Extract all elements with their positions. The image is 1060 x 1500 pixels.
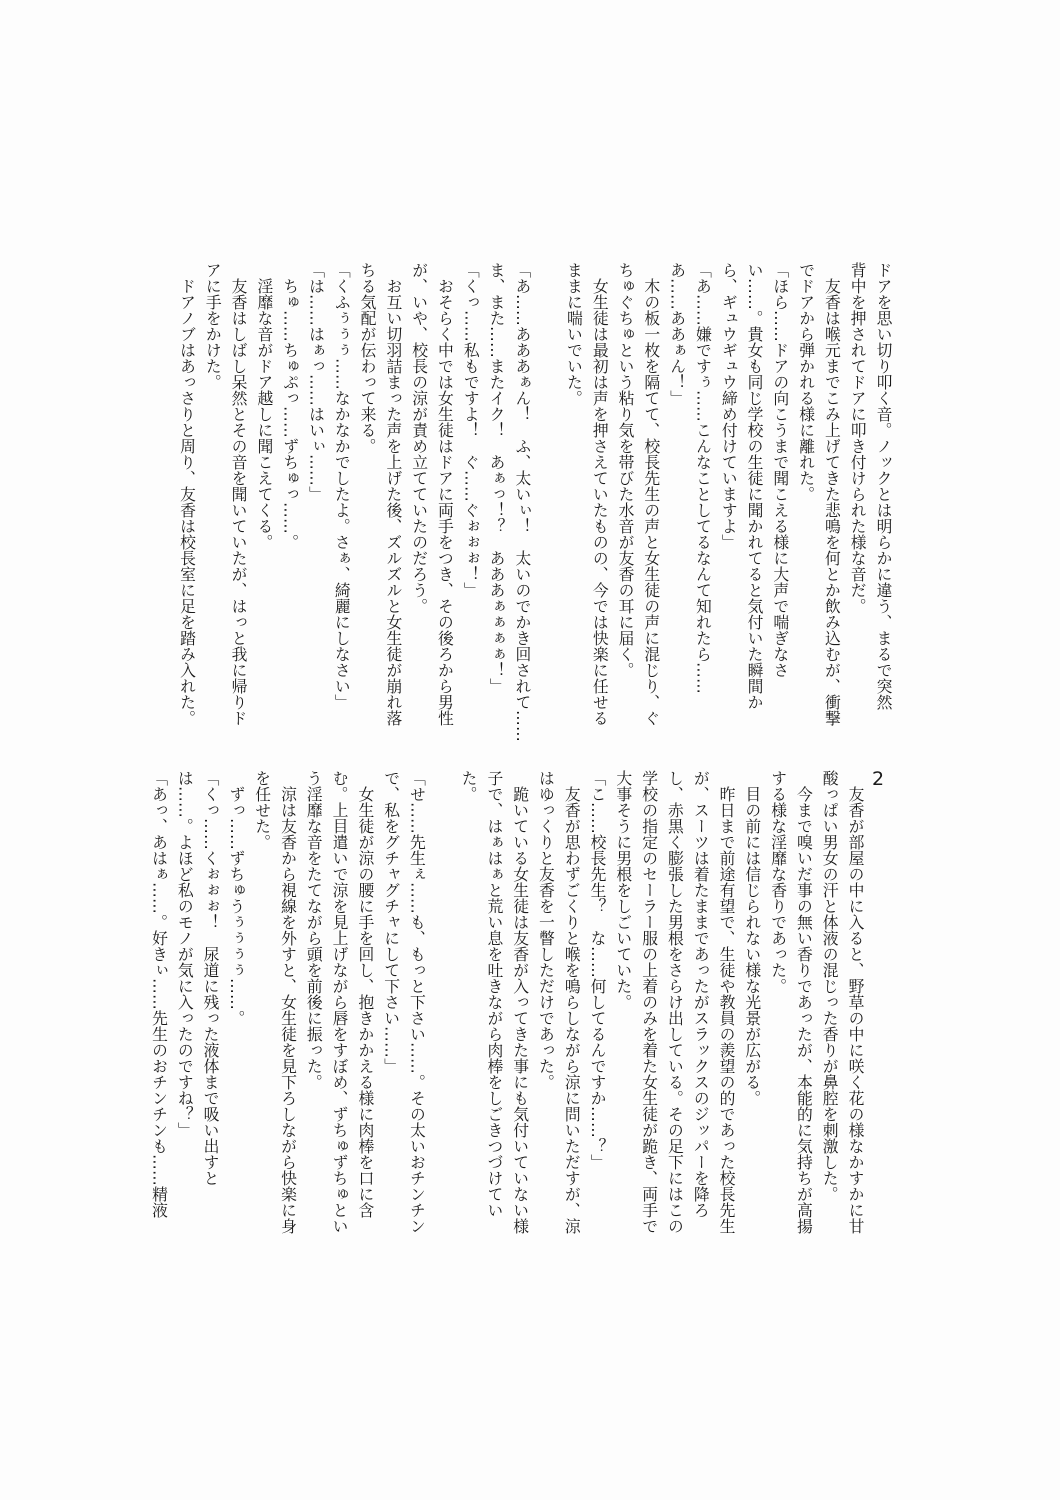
text-line: 友香が思わずごくりと喉を鳴らしながら涼に問いただすが、涼 (562, 770, 582, 1234)
text-line: 「は……はぁっ……はいぃ……」 (306, 262, 326, 502)
text-line: は……。よほど私のモノが気に入ったのですね？」 (175, 770, 195, 1138)
text-line: 「ほら……ドアの向こうまで聞こえる様に大声で喘ぎなさ (770, 262, 790, 678)
text-line: 友香は喉元までこみ上げてきた悲鳴を何とか飲み込むが、衝撃 (822, 262, 842, 726)
text-line: 「くふぅぅぅ……なかなかでしたよ。さぁ、綺麗にしなさい」 (332, 262, 352, 710)
text-line: を任せた。 (252, 770, 272, 850)
text-line: ま、また……またイク！ あぁっ！？ あああぁぁぁぁ！」 (487, 262, 507, 694)
text-line: 学校の指定のセーラー服の上着のみを着た女生徒が跪き、両手で (639, 770, 659, 1234)
text-line: 酸っぱい男女の汗と体液の混じった香りが鼻腔を刺激した。 (820, 770, 840, 1202)
text-line: 「あっ、あはぁ……。好きぃ……先生のおチンチンも……精液 (149, 770, 169, 1218)
text-line: お互い切羽詰まった声を上げた後、ズルズルと女生徒が崩れ落 (383, 262, 403, 726)
text-line: おそらく中では女生徒はドアに両手をつき、その後ろから男性 (435, 262, 455, 726)
text-line: で、私をグチャグチャにして下さい……」 (381, 770, 401, 1074)
text-line (535, 262, 561, 722)
text-line: 「こ……校長先生？ な……何してるんですか……？」 (588, 770, 608, 1170)
text-line: 「くっ……くぉぉぉ！ 尿道に残った液体まで吸い出すと (201, 770, 221, 1186)
text-line: 「くっ……私もですよ！ ぐ……ぐぉぉぉ！」 (461, 262, 481, 598)
text-line: 「あ……嫌ですぅ……こんなことしてるなんて知れたら…… (693, 262, 713, 694)
text-line: 木の板一枚を隔てて、校長先生の声と女生徒の声に混じり、ぐ (641, 262, 661, 726)
text-line: 目の前には信じられない様な光景が広がる。 (742, 770, 762, 1106)
text-line: 友香はしばし呆然とその音を聞いていたが、はっと我に帰りド (229, 262, 249, 726)
text-line: 大事そうに男根をしごいていた。 (613, 770, 633, 1010)
text-line: む。上目遣いで涼を見上げながら唇をすぼめ、ずちゅずちゅとい (330, 770, 350, 1234)
page-number: 2 (872, 768, 885, 790)
text-line: 淫靡な音がドア越しに聞こえてくる。 (254, 262, 274, 550)
text-line: はゆっくりと友香を一瞥しただけであった。 (536, 770, 556, 1090)
text-line (429, 770, 455, 1230)
upper-text-block (177, 262, 896, 742)
text-line: 「せ……先生ぇ……も、もっと下さい……。その太いおチンチン (407, 770, 427, 1234)
text-line: が、スーツは着たままであったがスラックスのジッパーを降ろ (691, 770, 711, 1218)
text-line: ら、ギュウギュウ締め付けていますよ」 (719, 262, 739, 550)
text-line: 友香が部屋の中に入ると、野草の中に咲く花の様なかすかに甘 (846, 770, 865, 1234)
text-line: あ……ああぁん！」 (667, 262, 687, 406)
text-line: ちゅ……ちゅぷっ……ずちゅっ……。 (280, 262, 300, 550)
lower-text-block (149, 770, 868, 1234)
text-line: 女生徒が涼の腰に手を回し、抱きかかえる様に肉棒を口に含 (355, 770, 375, 1218)
text-line: 背中を押されてドアに叩き付けられた様な音だ。 (848, 262, 868, 614)
text-line: 「あ……あああぁん！ ふ、太いぃ！ 太いのでかき回されて…… (512, 262, 532, 742)
text-line: ままに喘いでいた。 (564, 262, 584, 406)
text-line: う淫靡な音をたてながら頭を前後に振った。 (304, 770, 324, 1090)
text-line: 女生徒は最初は声を押さえていたものの、今では快楽に任せる (590, 262, 610, 726)
text-line: し、赤黒く膨張した男根をさらけ出している。その足下にはこの (665, 770, 685, 1234)
text-line: ドアノブはあっさりと周り、友香は校長室に足を踏み入れた。 (177, 262, 197, 726)
text-line: い……。貴女も同じ学校の生徒に聞かれてると気付いた瞬間か (745, 262, 765, 710)
text-line: 跪いている女生徒は友香が入ってきた事にも気付いていない様 (510, 770, 530, 1234)
text-line: が、いや、校長の涼が責め立てていたのだろう。 (409, 262, 429, 614)
text-line: 昨日まで前途有望で、生徒や教員の羨望の的であった校長先生 (717, 770, 737, 1234)
text-line: する様な淫靡な香りであった。 (768, 770, 788, 994)
text-line: ずっ……ずちゅうぅぅぅぅ……。 (226, 770, 246, 1026)
text-line: ちゅぐちゅという粘り気を帯びた水音が友香の耳に届く。 (616, 262, 636, 678)
text-line: 今まで嗅いだ事の無い香りであったが、本能的に気持ちが高揚 (794, 770, 814, 1234)
text-line: 子で、はぁはぁと荒い息を吐きながら肉棒をしごきつづけてい (484, 770, 504, 1218)
text-line: ドアを思い切り叩く音。ノックとは明らかに違う、まるで突然 (874, 262, 893, 710)
text-line: 涼は友香から視線を外すと、女生徒を見下ろしながら快楽に身 (278, 770, 298, 1234)
text-line: ちる気配が伝わって来る。 (358, 262, 378, 454)
text-line: た。 (459, 770, 479, 802)
text-line: アに手をかけた。 (203, 262, 223, 390)
text-line: でドアから弾かれる様に離れた。 (796, 262, 816, 502)
